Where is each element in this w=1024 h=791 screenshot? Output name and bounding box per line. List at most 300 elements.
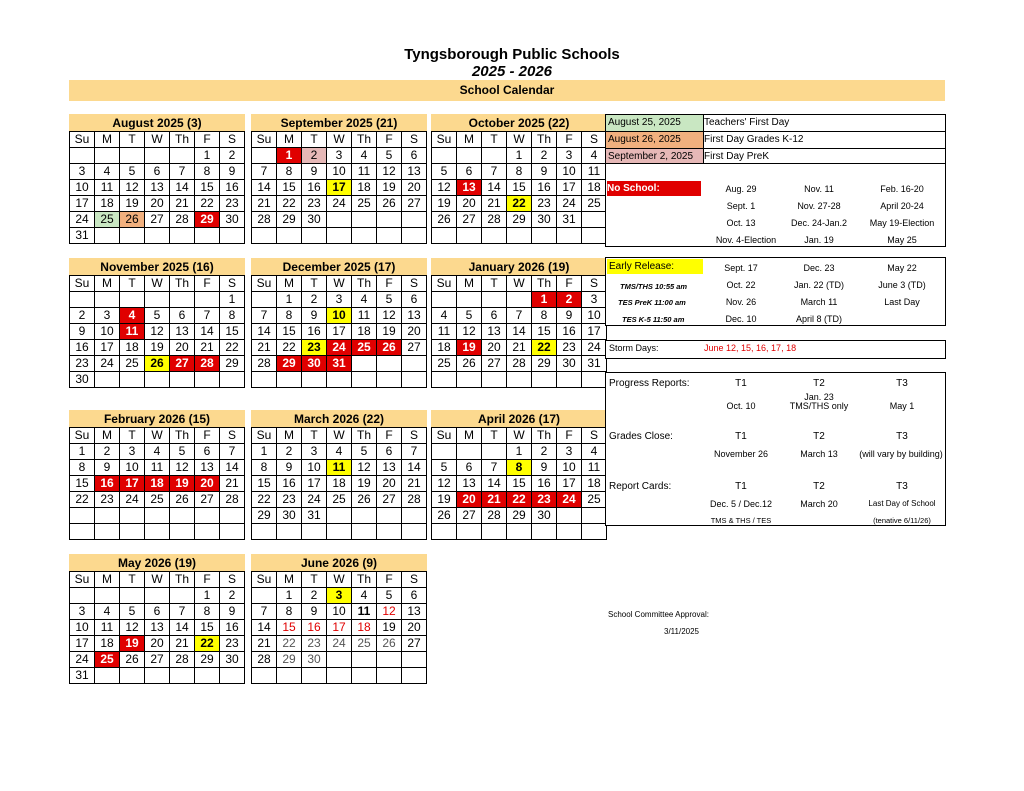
calendar-empty — [170, 228, 195, 244]
calendar-day: 9 — [220, 604, 245, 620]
early-release-box — [605, 257, 946, 326]
calendar-empty — [482, 444, 507, 460]
calendar-day: 2 — [302, 148, 327, 164]
calendar-day: 2 — [302, 292, 327, 308]
weekday-header: M — [95, 572, 120, 588]
calendar-empty — [557, 508, 582, 524]
calendar-day: 16 — [220, 620, 245, 636]
grades-close-label: Grades Close: — [609, 431, 673, 442]
calendar-day: 8 — [507, 164, 532, 180]
calendar-day: 14 — [252, 180, 277, 196]
calendar-day: 12 — [377, 308, 402, 324]
calendar-day: 11 — [432, 324, 457, 340]
calendar-day: 17 — [327, 180, 352, 196]
school-year: 2025 - 2026 — [471, 63, 553, 80]
calendar-day: 13 — [170, 324, 195, 340]
weekday-header: S — [402, 572, 427, 588]
calendar-day: 25 — [145, 492, 170, 508]
calendar-day: 15 — [277, 620, 302, 636]
calendar-day: 1 — [532, 292, 557, 308]
calendar-day: 13 — [145, 180, 170, 196]
calendar-day: 13 — [402, 604, 427, 620]
calendar-day: 6 — [457, 460, 482, 476]
calendar-day: 4 — [120, 308, 145, 324]
calendar-empty — [120, 668, 145, 684]
calendar-day: 1 — [507, 148, 532, 164]
calendar-day: 18 — [95, 636, 120, 652]
month-grid — [431, 427, 607, 540]
calendar-empty — [302, 668, 327, 684]
month-grid — [251, 131, 427, 244]
calendar-day: 30 — [557, 356, 582, 372]
weekday-header: M — [95, 428, 120, 444]
calendar-day: 21 — [507, 340, 532, 356]
calendar-day: 5 — [145, 308, 170, 324]
weekday-header: Su — [70, 132, 95, 148]
calendar-empty — [402, 372, 427, 388]
calendar-day: 26 — [120, 212, 145, 228]
calendar-day: 19 — [432, 196, 457, 212]
calendar-day: 12 — [457, 324, 482, 340]
calendar-day: 5 — [120, 604, 145, 620]
calendar-day: 1 — [195, 148, 220, 164]
month-title: April 2026 (17) — [431, 410, 607, 427]
calendar-day: 26 — [432, 508, 457, 524]
calendar-day: 5 — [432, 460, 457, 476]
calendar-day: 23 — [302, 196, 327, 212]
calendar-day: 17 — [327, 324, 352, 340]
calendar-empty — [457, 148, 482, 164]
calendar-empty — [145, 228, 170, 244]
calendar-empty — [145, 508, 170, 524]
calendar-empty — [120, 148, 145, 164]
weekday-header: Th — [352, 572, 377, 588]
weekday-header: F — [377, 428, 402, 444]
calendar-day: 11 — [582, 164, 607, 180]
calendar-day: 29 — [252, 508, 277, 524]
calendar-day: 24 — [95, 356, 120, 372]
key-event: Teachers' First Day — [704, 117, 790, 128]
calendar-empty — [377, 524, 402, 540]
calendar-day: 19 — [352, 476, 377, 492]
calendar-empty — [327, 228, 352, 244]
calendar-empty — [377, 668, 402, 684]
calendar-day: 1 — [70, 444, 95, 460]
calendar-day: 26 — [352, 492, 377, 508]
weekday-header: S — [220, 276, 245, 292]
calendar-day: 21 — [482, 196, 507, 212]
early-release-time: TES PreK 11:00 am — [618, 298, 686, 307]
calendar-day: 13 — [457, 180, 482, 196]
month-grid — [69, 427, 245, 540]
calendar-day: 24 — [120, 492, 145, 508]
calendar-day: 19 — [457, 340, 482, 356]
calendar-day: 25 — [582, 196, 607, 212]
calendar-day: 17 — [557, 180, 582, 196]
calendar-empty — [582, 524, 607, 540]
calendar-day: 2 — [302, 588, 327, 604]
calendar-day: 26 — [120, 652, 145, 668]
calendar-day: 3 — [95, 308, 120, 324]
weekday-header: T — [302, 428, 327, 444]
calendar-empty — [195, 524, 220, 540]
weekday-header: W — [327, 572, 352, 588]
weekday-header: Th — [170, 132, 195, 148]
report-term: T3 — [896, 481, 908, 492]
weekday-header: T — [302, 572, 327, 588]
weekday-header: Su — [252, 572, 277, 588]
calendar-day: 25 — [95, 212, 120, 228]
calendar-day: 21 — [170, 196, 195, 212]
calendar-day: 8 — [277, 164, 302, 180]
key-event: First Day PreK — [704, 151, 770, 162]
weekday-header: S — [402, 132, 427, 148]
progress-date: May 1 — [889, 401, 915, 411]
calendar-day: 5 — [432, 164, 457, 180]
calendar-day: 16 — [302, 620, 327, 636]
weekday-header: S — [582, 428, 607, 444]
calendar-empty — [327, 668, 352, 684]
calendar-day: 23 — [532, 196, 557, 212]
calendar-empty — [532, 372, 557, 388]
calendar-empty — [277, 524, 302, 540]
weekday-header: Th — [170, 428, 195, 444]
month-november-2025 — [69, 258, 245, 388]
calendar-day: 28 — [170, 212, 195, 228]
calendar-day: 21 — [482, 492, 507, 508]
calendar-day: 28 — [170, 652, 195, 668]
calendar-day: 27 — [170, 356, 195, 372]
calendar-day: 31 — [70, 668, 95, 684]
calendar-day: 31 — [70, 228, 95, 244]
calendar-day: 19 — [377, 324, 402, 340]
calendar-day: 16 — [532, 476, 557, 492]
calendar-empty — [402, 212, 427, 228]
calendar-day: 2 — [532, 444, 557, 460]
calendar-day: 20 — [377, 476, 402, 492]
weekday-header: Su — [252, 428, 277, 444]
calendar-day: 9 — [302, 164, 327, 180]
calendar-day: 29 — [220, 356, 245, 372]
calendar-empty — [482, 228, 507, 244]
calendar-day: 17 — [302, 476, 327, 492]
calendar-day: 9 — [532, 460, 557, 476]
calendar-day: 24 — [327, 340, 352, 356]
calendar-empty — [70, 588, 95, 604]
calendar-day: 29 — [277, 356, 302, 372]
calendar-day: 11 — [327, 460, 352, 476]
calendar-empty — [220, 508, 245, 524]
weekday-header: W — [507, 276, 532, 292]
calendar-empty — [352, 228, 377, 244]
weekday-header: Th — [352, 132, 377, 148]
calendar-empty — [277, 372, 302, 388]
calendar-empty — [252, 228, 277, 244]
report-cards-label: Report Cards: — [609, 481, 672, 492]
calendar-day: 1 — [195, 588, 220, 604]
calendar-empty — [120, 292, 145, 308]
calendar-day: 24 — [557, 492, 582, 508]
calendar-empty — [582, 228, 607, 244]
calendar-empty — [277, 668, 302, 684]
calendar-empty — [145, 148, 170, 164]
calendar-empty — [95, 524, 120, 540]
calendar-day: 6 — [145, 604, 170, 620]
month-grid — [251, 571, 427, 684]
calendar-empty — [402, 668, 427, 684]
calendar-day: 9 — [70, 324, 95, 340]
calendar-day: 9 — [277, 460, 302, 476]
calendar-day: 27 — [457, 508, 482, 524]
calendar-day: 30 — [302, 212, 327, 228]
no-school-date: Jan. 19 — [804, 235, 834, 245]
calendar-day: 4 — [432, 308, 457, 324]
weekday-header: M — [457, 428, 482, 444]
key-date: August 25, 2025 — [606, 115, 704, 131]
early-release-date: May 22 — [887, 263, 917, 273]
calendar-day: 12 — [120, 620, 145, 636]
calendar-day: 17 — [70, 196, 95, 212]
calendar-day: 29 — [507, 508, 532, 524]
calendar-day: 13 — [482, 324, 507, 340]
month-june-2026 — [251, 554, 427, 684]
calendar-empty — [170, 668, 195, 684]
calendar-day: 15 — [277, 180, 302, 196]
calendar-day: 26 — [457, 356, 482, 372]
storm-days-box — [605, 340, 946, 359]
calendar-day: 11 — [120, 324, 145, 340]
calendar-empty — [70, 524, 95, 540]
calendar-day: 22 — [252, 492, 277, 508]
calendar-day: 6 — [402, 588, 427, 604]
month-grid — [431, 275, 607, 388]
weekday-header: M — [277, 428, 302, 444]
calendar-day: 24 — [302, 492, 327, 508]
weekday-header: M — [277, 276, 302, 292]
calendar-day: 25 — [352, 196, 377, 212]
calendar-day: 12 — [432, 180, 457, 196]
calendar-day: 2 — [95, 444, 120, 460]
calendar-empty — [457, 372, 482, 388]
weekday-header: Su — [252, 276, 277, 292]
weekday-header: T — [482, 428, 507, 444]
no-school-date: Sept. 1 — [726, 201, 756, 211]
calendar-day: 4 — [95, 164, 120, 180]
weekday-header: T — [302, 132, 327, 148]
calendar-day: 10 — [557, 460, 582, 476]
calendar-empty — [220, 668, 245, 684]
weekday-header: Su — [432, 276, 457, 292]
calendar-empty — [145, 588, 170, 604]
calendar-day: 29 — [195, 652, 220, 668]
calendar-day: 10 — [70, 180, 95, 196]
calendar-empty — [120, 524, 145, 540]
early-release-date: Dec. 23 — [803, 263, 835, 273]
calendar-day: 30 — [532, 508, 557, 524]
calendar-empty — [327, 524, 352, 540]
calendar-empty — [532, 524, 557, 540]
calendar-day: 8 — [195, 164, 220, 180]
calendar-day: 27 — [145, 652, 170, 668]
calendar-day: 23 — [220, 196, 245, 212]
calendar-empty — [457, 228, 482, 244]
calendar-day: 7 — [252, 604, 277, 620]
calendar-day: 16 — [557, 324, 582, 340]
calendar-day: 20 — [457, 196, 482, 212]
calendar-day: 18 — [352, 324, 377, 340]
calendar-empty — [220, 372, 245, 388]
month-title: June 2026 (9) — [251, 554, 427, 571]
calendar-day: 31 — [582, 356, 607, 372]
calendar-day: 2 — [557, 292, 582, 308]
month-march-2026 — [251, 410, 427, 540]
calendar-day: 17 — [70, 636, 95, 652]
calendar-empty — [352, 524, 377, 540]
weekday-header: M — [457, 276, 482, 292]
calendar-empty — [582, 508, 607, 524]
calendar-day: 14 — [482, 476, 507, 492]
calendar-day: 10 — [582, 308, 607, 324]
calendar-day: 31 — [327, 356, 352, 372]
calendar-day: 10 — [327, 164, 352, 180]
month-grid — [69, 131, 245, 244]
calendar-empty — [95, 148, 120, 164]
key-row — [606, 132, 945, 149]
weekday-header: S — [582, 276, 607, 292]
calendar-day: 21 — [252, 636, 277, 652]
calendar-day: 16 — [70, 340, 95, 356]
calendar-day: 13 — [402, 164, 427, 180]
calendar-day: 21 — [252, 196, 277, 212]
weekday-header: Th — [532, 132, 557, 148]
calendar-day: 22 — [532, 340, 557, 356]
grades-date: March 13 — [800, 449, 838, 459]
calendar-day: 23 — [70, 356, 95, 372]
calendar-day: 17 — [120, 476, 145, 492]
calendar-day: 19 — [377, 180, 402, 196]
month-august-2025 — [69, 114, 245, 244]
calendar-empty — [195, 508, 220, 524]
calendar-empty — [95, 292, 120, 308]
weekday-header: Su — [70, 428, 95, 444]
calendar-day: 18 — [95, 196, 120, 212]
calendar-day: 14 — [170, 180, 195, 196]
calendar-empty — [507, 524, 532, 540]
calendar-empty — [95, 508, 120, 524]
calendar-day: 8 — [532, 308, 557, 324]
calendar-day: 4 — [95, 604, 120, 620]
calendar-empty — [507, 228, 532, 244]
weekday-header: W — [507, 428, 532, 444]
month-title: January 2026 (19) — [431, 258, 607, 275]
weekday-header: W — [327, 428, 352, 444]
calendar-empty — [327, 212, 352, 228]
calendar-day: 23 — [220, 636, 245, 652]
weekday-header: T — [120, 276, 145, 292]
early-release-time: TMS/THS 10:55 am — [620, 282, 688, 291]
calendar-day: 19 — [120, 636, 145, 652]
calendar-day: 30 — [70, 372, 95, 388]
weekday-header: M — [457, 132, 482, 148]
calendar-day: 5 — [352, 444, 377, 460]
calendar-day: 24 — [70, 652, 95, 668]
calendar-empty — [170, 508, 195, 524]
reports-box — [605, 372, 946, 526]
approval-date: 3/11/2025 — [664, 627, 699, 636]
calendar-day: 24 — [557, 196, 582, 212]
key-row — [606, 115, 945, 132]
no-school-date: Nov. 27-28 — [797, 201, 841, 211]
calendar-day: 3 — [582, 292, 607, 308]
calendar-empty — [70, 148, 95, 164]
calendar-day: 4 — [352, 148, 377, 164]
school-name: Tyngsborough Public Schools — [404, 46, 620, 63]
calendar-empty — [252, 292, 277, 308]
calendar-day: 19 — [432, 492, 457, 508]
calendar-day: 22 — [277, 340, 302, 356]
calendar-day: 28 — [220, 492, 245, 508]
progress-date: Jan. 23 — [804, 392, 834, 402]
calendar-day: 25 — [582, 492, 607, 508]
calendar-day: 26 — [377, 636, 402, 652]
calendar-day: 24 — [327, 636, 352, 652]
calendar-day: 16 — [277, 476, 302, 492]
calendar-day: 22 — [277, 636, 302, 652]
weekday-header: Su — [252, 132, 277, 148]
no-school-date: April 20-24 — [880, 201, 924, 211]
calendar-day: 29 — [507, 212, 532, 228]
progress-term: T3 — [896, 378, 908, 389]
weekday-header: T — [120, 572, 145, 588]
calendar-day: 6 — [170, 308, 195, 324]
calendar-day: 23 — [302, 636, 327, 652]
calendar-day: 6 — [195, 444, 220, 460]
calendar-day: 7 — [482, 460, 507, 476]
weekday-header: F — [557, 132, 582, 148]
early-release-date: March 11 — [800, 297, 838, 307]
report-date: March 20 — [800, 499, 838, 509]
weekday-header: F — [195, 428, 220, 444]
calendar-day: 2 — [70, 308, 95, 324]
calendar-empty — [327, 508, 352, 524]
calendar-empty — [352, 356, 377, 372]
weekday-header: F — [557, 428, 582, 444]
calendar-day: 27 — [402, 340, 427, 356]
calendar-empty — [457, 444, 482, 460]
calendar-day: 8 — [252, 460, 277, 476]
month-grid — [69, 571, 245, 684]
calendar-empty — [377, 228, 402, 244]
weekday-header: W — [327, 132, 352, 148]
calendar-day: 20 — [402, 180, 427, 196]
calendar-day: 7 — [252, 308, 277, 324]
calendar-day: 18 — [352, 180, 377, 196]
calendar-day: 18 — [352, 620, 377, 636]
calendar-day: 21 — [252, 340, 277, 356]
calendar-day: 3 — [327, 148, 352, 164]
calendar-empty — [302, 524, 327, 540]
calendar-day: 7 — [195, 308, 220, 324]
calendar-day: 8 — [507, 460, 532, 476]
calendar-day: 6 — [377, 444, 402, 460]
weekday-header: T — [482, 132, 507, 148]
calendar-day: 19 — [377, 620, 402, 636]
calendar-empty — [220, 524, 245, 540]
early-release-time: TES K-5 11:50 am — [622, 315, 685, 324]
calendar-day: 15 — [70, 476, 95, 492]
calendar-day: 30 — [220, 652, 245, 668]
calendar-day: 17 — [327, 620, 352, 636]
